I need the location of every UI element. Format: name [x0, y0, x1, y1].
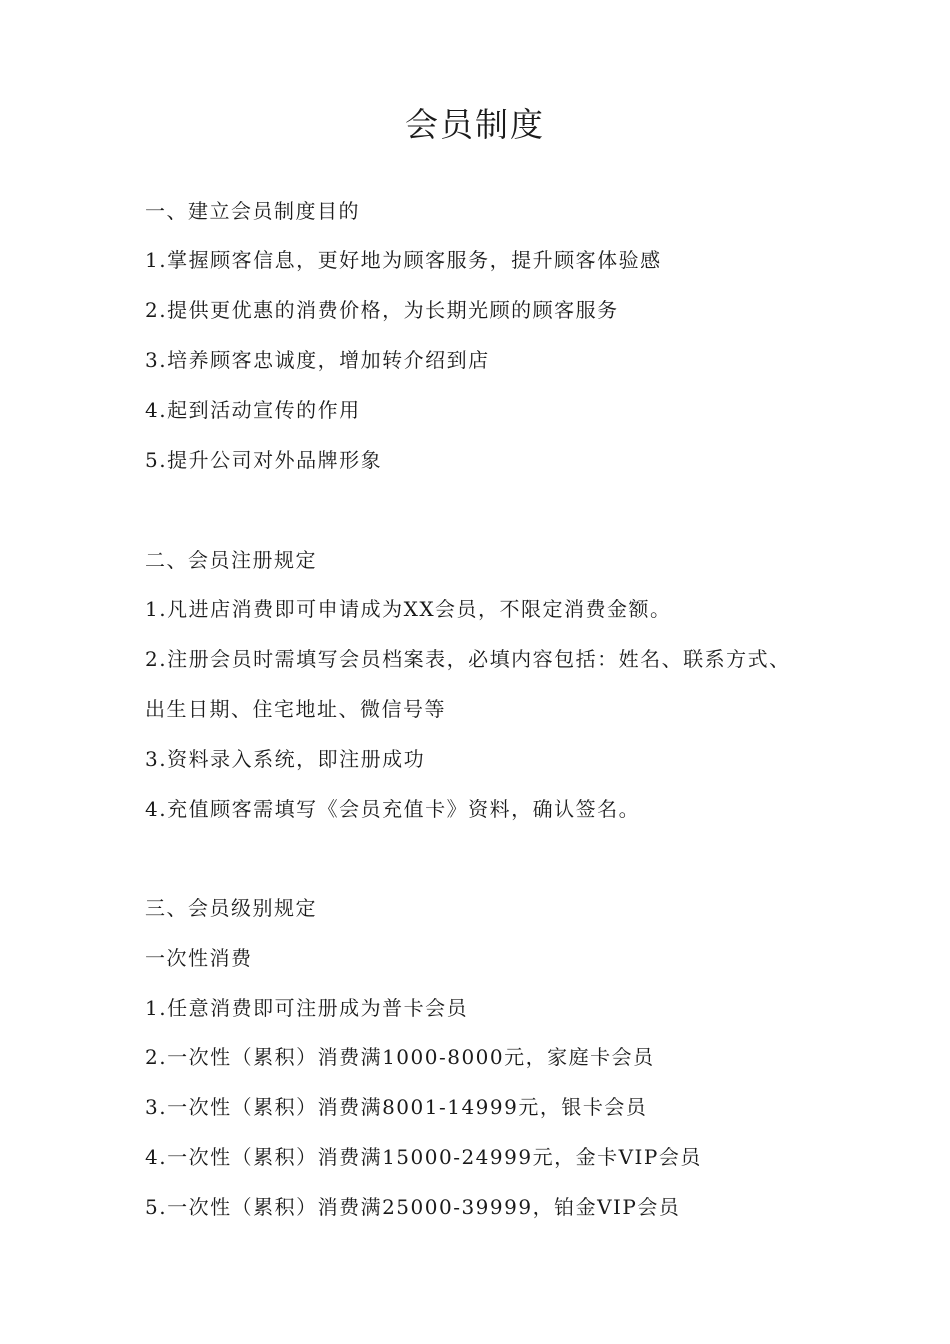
- section-3-item: 1.任意消费即可注册成为普卡会员: [145, 996, 469, 1020]
- section-3-item: 2.一次性（累积）消费满1000-8000元，家庭卡会员: [145, 1045, 655, 1069]
- document-title: 会员制度: [405, 105, 545, 144]
- section-1-item: 2.提供更优惠的消费价格，为长期光顾的顾客服务: [145, 298, 619, 322]
- section-2-item: 3.资料录入系统，即注册成功: [145, 747, 426, 771]
- section-3-item: 5.一次性（累积）消费满25000-39999，铂金VIP会员: [145, 1195, 681, 1219]
- section-2-heading: 二、会员注册规定: [145, 548, 317, 572]
- section-2-item-continued: 出生日期、住宅地址、微信号等: [145, 697, 446, 721]
- section-3-item: 4.一次性（累积）消费满15000-24999元，金卡VIP会员: [145, 1145, 702, 1169]
- section-3-heading: 三、会员级别规定: [145, 896, 317, 920]
- section-2-item: 2.注册会员时需填写会员档案表，必填内容包括：姓名、联系方式、: [145, 647, 791, 671]
- section-1-item: 4.起到活动宣传的作用: [145, 398, 361, 422]
- section-3-subheading: 一次性消费: [145, 946, 253, 970]
- section-3-item: 3.一次性（累积）消费满8001-14999元，银卡会员: [145, 1095, 648, 1119]
- section-1-item: 1.掌握顾客信息，更好地为顾客服务，提升顾客体验感: [145, 248, 662, 272]
- section-1-heading: 一、建立会员制度目的: [145, 199, 360, 223]
- section-2-item: 1.凡进店消费即可申请成为XX会员，不限定消费金额。: [145, 597, 672, 621]
- section-1-item: 5.提升公司对外品牌形象: [145, 448, 383, 472]
- section-1-item: 3.培养顾客忠诚度，增加转介绍到店: [145, 348, 490, 372]
- section-2-item: 4.充值顾客需填写《会员充值卡》资料，确认签名。: [145, 797, 641, 821]
